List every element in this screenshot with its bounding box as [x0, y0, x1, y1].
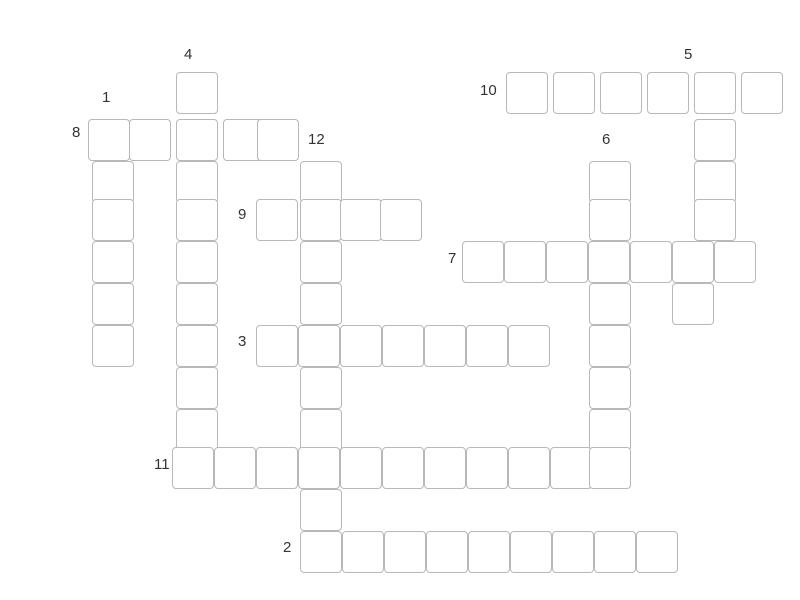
crossword-cell[interactable] — [176, 325, 218, 367]
crossword-cell[interactable] — [588, 241, 630, 283]
crossword-cell[interactable] — [176, 199, 218, 241]
crossword-cell[interactable] — [508, 447, 550, 489]
crossword-cell[interactable] — [300, 161, 342, 203]
crossword-cell[interactable] — [176, 409, 218, 451]
crossword-cell[interactable] — [176, 241, 218, 283]
crossword-cell[interactable] — [300, 367, 342, 409]
crossword-cell[interactable] — [298, 447, 340, 489]
crossword-cell[interactable] — [342, 531, 384, 573]
crossword-cell[interactable] — [462, 241, 504, 283]
crossword-cell[interactable] — [694, 161, 736, 203]
crossword-cell[interactable] — [600, 72, 642, 114]
crossword-cell[interactable] — [468, 531, 510, 573]
crossword-cell[interactable] — [176, 161, 218, 203]
clue-number: 3 — [238, 333, 247, 350]
crossword-cell[interactable] — [300, 409, 342, 451]
crossword-cell[interactable] — [508, 325, 550, 367]
clue-number: 6 — [602, 131, 611, 148]
crossword-cell[interactable] — [647, 72, 689, 114]
crossword-cell[interactable] — [300, 531, 342, 573]
crossword-cell[interactable] — [300, 489, 342, 531]
crossword-cell[interactable] — [382, 325, 424, 367]
crossword-cell[interactable] — [92, 241, 134, 283]
crossword-cell[interactable] — [92, 199, 134, 241]
crossword-cell[interactable] — [424, 325, 466, 367]
crossword-cell[interactable] — [694, 119, 736, 161]
crossword-cell[interactable] — [589, 409, 631, 451]
crossword-cell[interactable] — [589, 283, 631, 325]
crossword-cell[interactable] — [741, 72, 783, 114]
crossword-cell[interactable] — [546, 241, 588, 283]
crossword-cell[interactable] — [300, 199, 342, 241]
crossword-cell[interactable] — [129, 119, 171, 161]
crossword-cell[interactable] — [552, 531, 594, 573]
crossword-cell[interactable] — [300, 283, 342, 325]
crossword-cell[interactable] — [504, 241, 546, 283]
crossword-cell[interactable] — [214, 447, 256, 489]
crossword-cell[interactable] — [256, 447, 298, 489]
crossword-cell[interactable] — [340, 447, 382, 489]
clue-number: 10 — [480, 82, 497, 99]
crossword-cell[interactable] — [256, 199, 298, 241]
crossword-cell[interactable] — [510, 531, 552, 573]
crossword-cell[interactable] — [257, 119, 299, 161]
crossword-cell[interactable] — [694, 72, 736, 114]
crossword-cell[interactable] — [589, 367, 631, 409]
clue-number: 9 — [238, 206, 247, 223]
crossword-cell[interactable] — [92, 161, 134, 203]
crossword-cell[interactable] — [172, 447, 214, 489]
crossword-cell[interactable] — [466, 325, 508, 367]
crossword-cell[interactable] — [340, 199, 382, 241]
crossword-cell[interactable] — [424, 447, 466, 489]
crossword-cell[interactable] — [550, 447, 592, 489]
crossword-cell[interactable] — [340, 325, 382, 367]
crossword-cell[interactable] — [636, 531, 678, 573]
crossword-cell[interactable] — [298, 325, 340, 367]
crossword-cell[interactable] — [589, 199, 631, 241]
crossword-cell[interactable] — [176, 283, 218, 325]
crossword-cell[interactable] — [506, 72, 548, 114]
clue-number: 5 — [684, 46, 693, 63]
crossword-cell[interactable] — [300, 241, 342, 283]
crossword-cell[interactable] — [176, 72, 218, 114]
clue-number: 7 — [448, 250, 457, 267]
crossword-cell[interactable] — [594, 531, 636, 573]
crossword-cell[interactable] — [92, 325, 134, 367]
crossword-cell[interactable] — [466, 447, 508, 489]
clue-number: 1 — [102, 89, 111, 106]
crossword-cell[interactable] — [176, 367, 218, 409]
clue-number: 8 — [72, 124, 81, 141]
crossword-cell[interactable] — [672, 241, 714, 283]
crossword-cell[interactable] — [553, 72, 595, 114]
crossword-cell[interactable] — [382, 447, 424, 489]
crossword-cell[interactable] — [176, 119, 218, 161]
crossword-cell[interactable] — [630, 241, 672, 283]
crossword-cell[interactable] — [694, 199, 736, 241]
clue-number: 11 — [154, 456, 170, 473]
clue-number: 2 — [283, 539, 292, 556]
crossword-cell[interactable] — [589, 447, 631, 489]
crossword-cell[interactable] — [426, 531, 468, 573]
crossword-cell[interactable] — [672, 283, 714, 325]
clue-number: 12 — [308, 131, 325, 148]
crossword-cell[interactable] — [589, 161, 631, 203]
crossword-cell[interactable] — [714, 241, 756, 283]
crossword-cell[interactable] — [384, 531, 426, 573]
crossword-cell[interactable] — [92, 283, 134, 325]
crossword-cell[interactable] — [88, 119, 130, 161]
crossword-cell[interactable] — [589, 325, 631, 367]
crossword-cell[interactable] — [380, 199, 422, 241]
crossword-cell[interactable] — [256, 325, 298, 367]
clue-number: 4 — [184, 46, 193, 63]
